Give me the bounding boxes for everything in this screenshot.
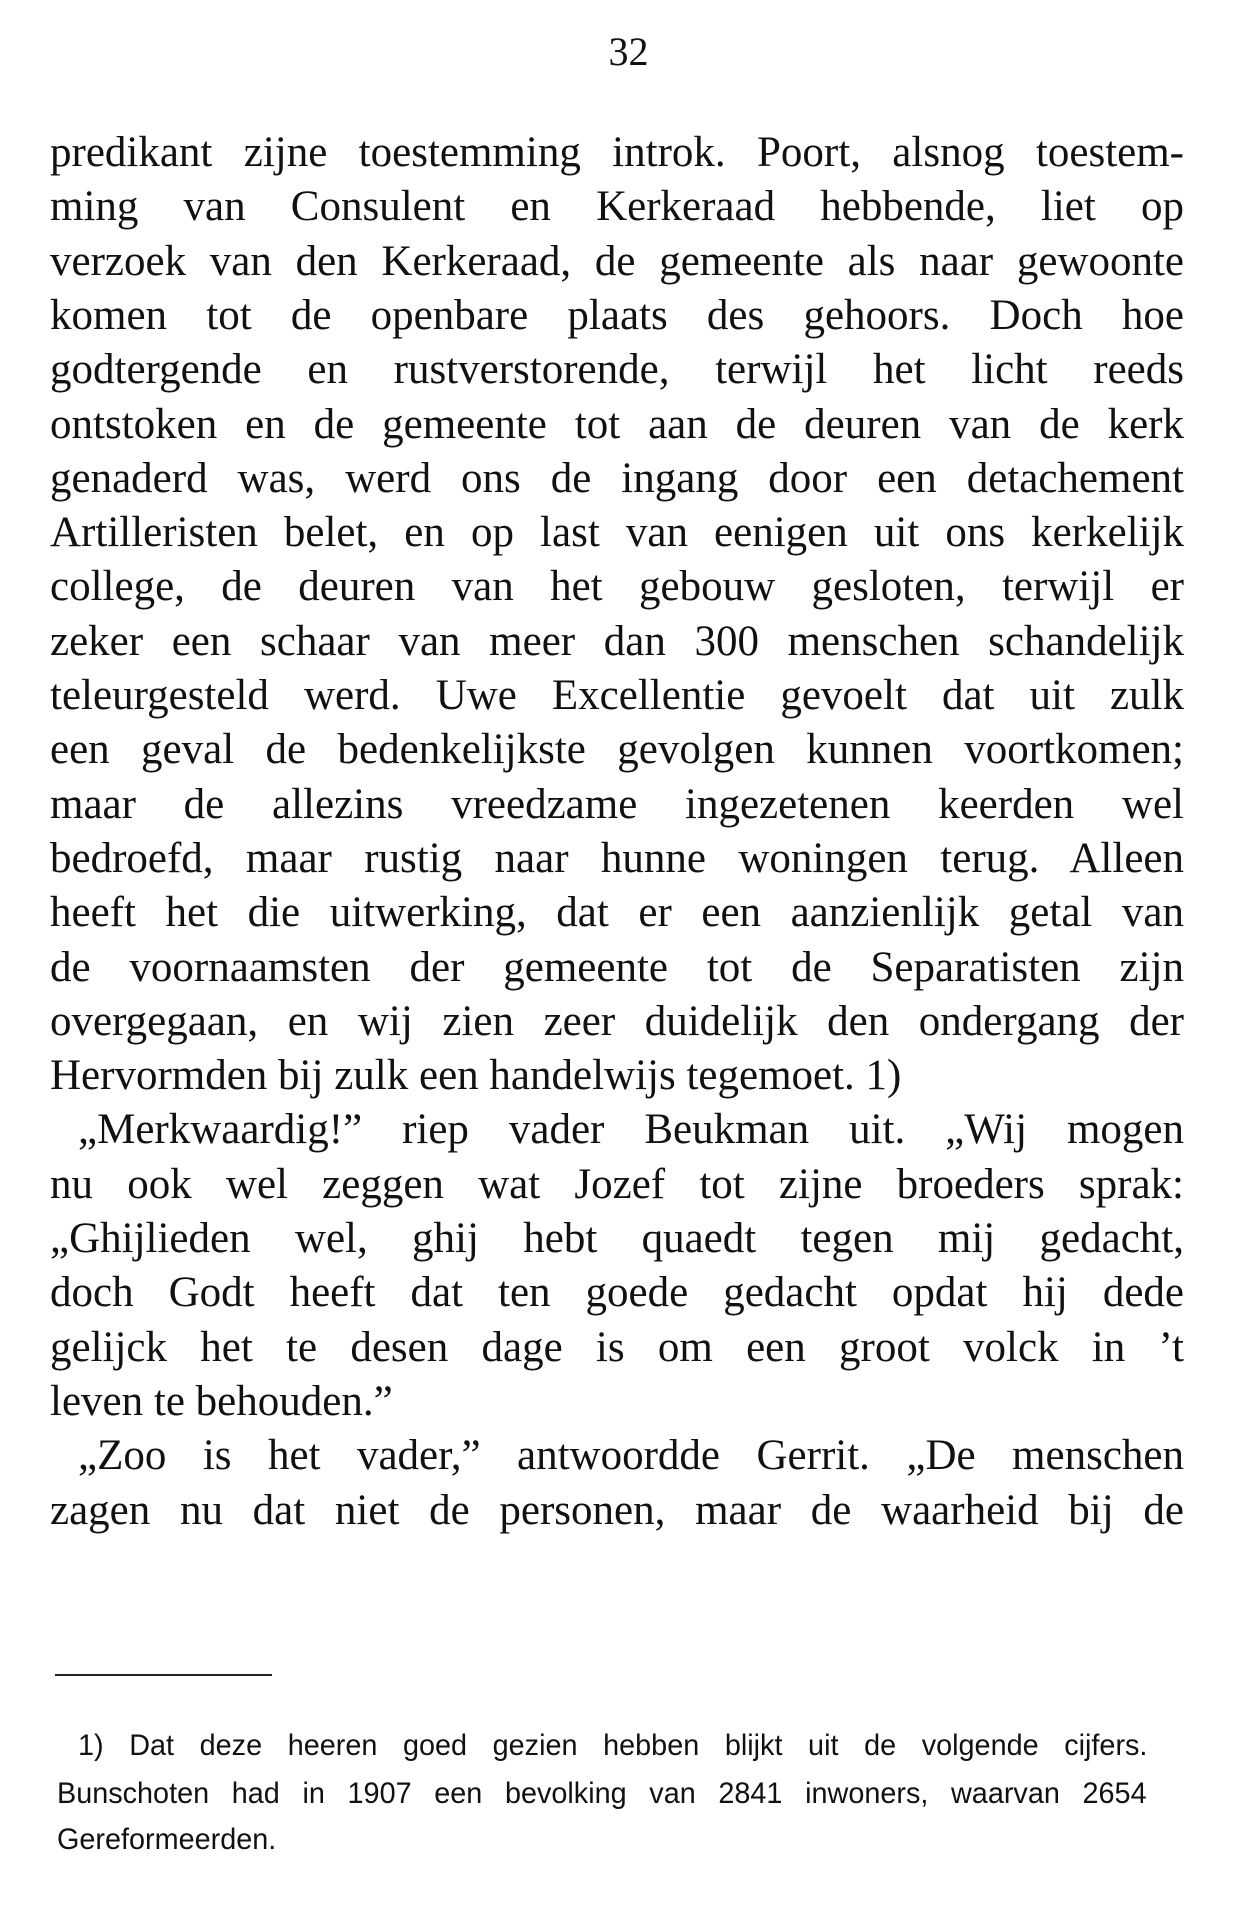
text-line: leven te behouden.” — [50, 1377, 393, 1425]
text-line: zeker een schaar van meer dan 300 menschen schandelijk — [50, 617, 1184, 665]
text-line: „Zoo is het vader,” antwoordde Gerrit. „De menschen — [78, 1432, 1184, 1480]
text-line: genaderd was, werd ons de ingang door een detachement — [50, 454, 1184, 502]
text-line: ontstoken en de gemeente tot aan de deuren van de kerk — [50, 400, 1184, 448]
text-line: de voornaamsten der gemeente tot de Separatisten zijn — [50, 943, 1184, 991]
footnote-line: Bunschoten had in 1907 een bevolking van 2841 inwoners, waarvan 2654 — [57, 1777, 1147, 1810]
text-line: gelijck het te desen dage is om een groot volck in ’t — [50, 1323, 1184, 1371]
page-number: 32 — [608, 29, 649, 74]
text-line: een geval de bedenkelijkste gevolgen kunnen voortkomen; — [50, 726, 1184, 774]
text-line: college, de deuren van het gebouw gesloten, terwijl er — [50, 563, 1184, 611]
text-line: Hervormden bij zulk een handelwijs tegemoet. 1) — [50, 1052, 902, 1100]
footnote-divider — [55, 1674, 272, 1676]
footnote-line: Gereformeerden. — [57, 1823, 277, 1856]
text-line: komen tot de openbare plaats des gehoors. Doch hoe — [50, 291, 1184, 339]
text-line: Artilleristen belet, en op last van eenigen uit ons kerkelijk — [50, 509, 1184, 557]
text-line: predikant zijne toestemming introk. Poort, alsnog toestem- — [50, 129, 1184, 176]
text-line: ming van Consulent en Kerkeraad hebbende, liet op — [50, 183, 1184, 231]
text-line: godtergende en rustverstorende, terwijl het licht reeds — [50, 346, 1184, 394]
text-line: heeft het die uitwerking, dat er een aanzienlijk getal van — [50, 889, 1184, 937]
text-line: bedroefd, maar rustig naar hunne woningen terug. Alleen — [50, 834, 1184, 882]
text-line: nu ook wel zeggen wat Jozef tot zijne broeders sprak: — [50, 1160, 1184, 1208]
text-line: „Ghijlieden wel, ghij hebt quaedt tegen mij gedacht, — [50, 1215, 1184, 1262]
text-line: maar de allezins vreedzame ingezetenen keerden wel — [50, 780, 1184, 828]
text-line: verzoek van den Kerkeraad, de gemeente als naar gewoonte — [50, 237, 1184, 285]
text-line: teleurgesteld werd. Uwe Excellentie gevoelt dat uit zulk — [50, 672, 1184, 719]
footnote-line: 1) Dat deze heeren goed gezien hebben blijkt uit de volgende cijfers. — [78, 1729, 1148, 1762]
text-line: doch Godt heeft dat ten goede gedacht opdat hij dede — [50, 1269, 1184, 1317]
text-line: zagen nu dat niet de personen, maar de waarheid bij de — [50, 1486, 1184, 1534]
text-line: „Merkwaardig!” riep vader Beukman uit. „Wij mogen — [78, 1106, 1184, 1154]
text-line: overgegaan, en wij zien zeer duidelijk den ondergang der — [50, 997, 1184, 1045]
